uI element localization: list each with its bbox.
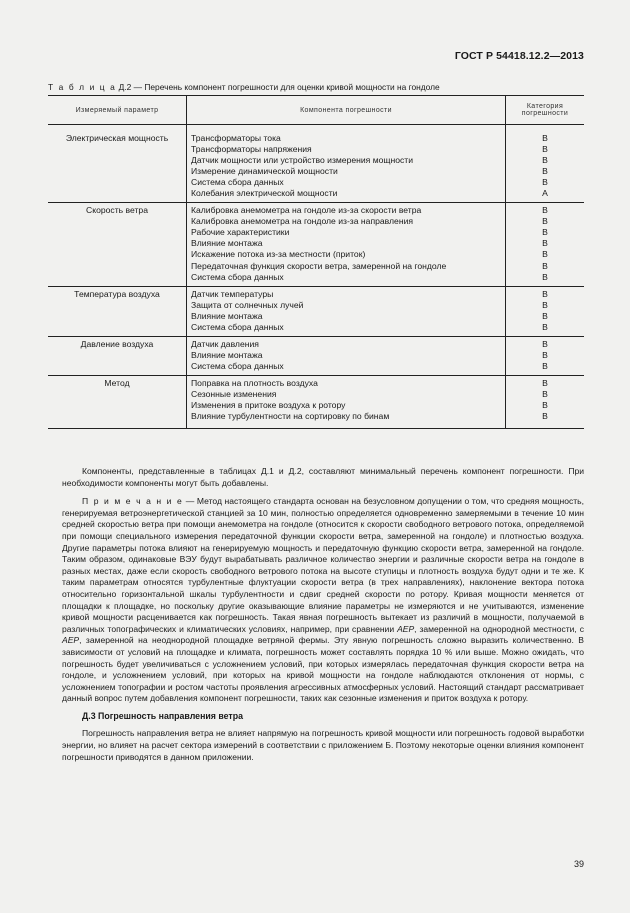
note-paragraph (62, 496, 584, 705)
category-value: B (542, 238, 548, 249)
category-value: B (542, 249, 548, 260)
table-caption-prefix: Т а б л и ц а (48, 82, 117, 92)
table-caption (48, 82, 588, 92)
note-text-3: , замеренной на неоднородной площадке ветряной фермы. Эту явную погрешность сложно выразить количественно. В зависимости от условий на площадке и климата, погрешность может составлять порядка 10 % или выше. Можно ожидать, что погрешность будет увеличиваться с усложнением условий, при которых измерялась передаточная функция скорости ветра на гондоле, и усложнением условий, при которых на кривой мощности на гондоле наблюдаются отклонения от нормы, с усложнением топографии и ростом частоты проявления агрессивных атмосферных условий. Настоящий стандарт рассматривает данный вопрос путем добавления компонент погрешности, таких как сезонные изменения и приток воздуха к ротору. (62, 635, 584, 704)
table-row-air-temperature (48, 286, 584, 336)
section-heading: Д.3 Погрешность направления ветра (82, 710, 244, 721)
components-cell (187, 375, 506, 428)
category-value: B (542, 377, 548, 388)
category-value: B (542, 338, 548, 349)
component-item: Датчик температуры (191, 288, 274, 299)
column-header-category-line2: погрешности (521, 110, 569, 117)
component-item: Система сбора данных (191, 321, 284, 332)
category-value: B (542, 155, 548, 166)
component-item: Трансформаторы напряжения (191, 144, 312, 155)
component-item: Защита от солнечных лучей (191, 299, 304, 310)
components-cell (187, 286, 506, 336)
component-item: Измерение динамической мощности (191, 166, 338, 177)
component-item: Система сбора данных (191, 177, 284, 188)
components-cell (187, 336, 506, 375)
table-row-wind-speed (48, 203, 584, 286)
component-item: Рабочие характеристики (191, 227, 290, 238)
component-item: Калибровка анемометра на гондоле из-за направления (191, 216, 414, 227)
aep-term: AEP (397, 623, 415, 634)
paragraph-wind-direction: Погрешность направления ветра не влияет напрямую на погрешность кривой мощности или погрешность годовой выработки энергии, но влияет на расчет сектора измерений в соответствии с приложением Б. Поэтому некоторые оценки влияния компонент погрешности приводятся в данном приложении. (62, 728, 584, 762)
category-value: B (542, 388, 548, 399)
category-value: B (542, 360, 548, 371)
body-text (62, 466, 584, 770)
table-caption-title: Д.2 — Перечень компонент погрешности для оценки кривой мощности на гондоле (116, 82, 440, 92)
category-value: B (542, 299, 548, 310)
category-value: B (542, 166, 548, 177)
categories-cell (506, 286, 585, 336)
category-value: B (542, 349, 548, 360)
note-text: — Метод настоящего стандарта основан на безусловном допущении о том, что средняя мощность, генерируемая ветроэнергетической станцией за 10 мин, полностью определяется одновременно замеряемыми в течение 10 мин средней скоростью ветра при помощи анемометра на гондоле (относится к скорости свободного ветрового потока, определяемой при помощи специального измерения передаточной функции скорости ветра, замеренной на гондоле) и плотностью воздуха. Другие параметры потока влияют на генерируемую мощность и передаточную функцию скорости ветра, замеренной на гондоле. Таким образом, одинаковые ВЭУ будут вырабатывать различное количество энергии и различные скорости ветра на гондоле в разных местах, даже если скорость свободного ветрового потока на высоте ступицы и плотность воздуха будут одни и те же. К таким параметрам относятся турбулентные флуктуации скорости ветра (в трех направлениях), наклонение вектора потока относительно горизонтальной шкалы турбулентности и сдвиг средней скорости по ротору. Кривая мощности меняется от площадки к площадке, но поскольку другие оказывающие влияние параметры не измеряются и не учитываются, изменение кривой мощности расценивается как погрешность. Такая явная погрешность вытекает из различий в мощности, получаемой в различных топографических и климатических условиях, например, при сравнении (62, 496, 584, 634)
component-item: Калибровка анемометра на гондоле из-за скорости ветра (191, 205, 422, 216)
component-item: Система сбора данных (191, 360, 284, 371)
component-item: Датчик давления (191, 338, 259, 349)
column-header-parameter: Измеряемый параметр (48, 96, 187, 125)
category-value: B (542, 271, 548, 282)
uncertainty-components-table (48, 95, 584, 429)
categories-cell (506, 203, 585, 286)
parameter-cell: Метод (48, 375, 187, 428)
component-item: Влияние турбулентности на сортировку по бинам (191, 411, 390, 422)
category-value: B (542, 227, 548, 238)
components-cell (187, 203, 506, 286)
component-item: Система сбора данных (191, 271, 284, 282)
parameter-cell: Электрическая мощность (65, 133, 169, 143)
column-header-component: Компонента погрешности (187, 96, 506, 125)
note-text-2: , замеренной на однородной местности, с (414, 623, 585, 634)
component-item: Передаточная функция скорости ветра, замеренной на гондоле (191, 260, 447, 271)
category-value: B (542, 411, 548, 422)
category-value: B (542, 205, 548, 216)
component-item: Влияние монтажа (191, 310, 263, 321)
page-number: 39 (573, 859, 584, 869)
category-value: A (542, 188, 548, 199)
table-row-electric-power (48, 125, 584, 203)
category-value: B (542, 133, 548, 143)
column-header-category (506, 96, 585, 125)
table-row-air-pressure (48, 336, 584, 375)
aep-term: AEP (62, 635, 80, 646)
component-item: Сезонные изменения (191, 388, 277, 399)
category-value: B (542, 310, 548, 321)
category-value: B (542, 260, 548, 271)
standard-header: ГОСТ Р 54418.12.2—2013 (454, 50, 584, 62)
category-value: B (542, 177, 548, 188)
component-item: Колебания электрической мощности (191, 188, 338, 199)
component-item: Трансформаторы тока (191, 133, 281, 143)
categories-cell (506, 336, 585, 375)
parameter-cell: Скорость ветра (48, 203, 187, 286)
component-item: Изменения в притоке воздуха к ротору (191, 400, 346, 411)
column-header-category-line1: Категория (526, 103, 564, 110)
component-item: Датчик мощности или устройство измерения мощности (191, 155, 414, 166)
parameter-cell: Давление воздуха (48, 336, 187, 375)
paragraph-minimal-list: Компоненты, представленные в таблицах Д.1 и Д.2, составляют минимальный перечень компонент погрешности. При необходимости компоненты могут быть добавлены. (62, 466, 584, 488)
table-row-method (48, 375, 584, 428)
categories-cell (506, 375, 585, 428)
component-item: Влияние монтажа (191, 238, 263, 249)
category-value: B (542, 288, 548, 299)
parameter-cell: Температура воздуха (48, 286, 187, 336)
categories-cell (506, 125, 585, 203)
category-value: B (542, 321, 548, 332)
component-item: Влияние монтажа (191, 349, 263, 360)
category-value: B (542, 400, 548, 411)
note-label: П р и м е ч а н и е (82, 496, 184, 507)
category-value: B (542, 144, 548, 155)
component-item: Искажение потока из-за местности (приток) (191, 249, 366, 260)
components-cell (187, 125, 506, 203)
table-header-row (48, 96, 584, 125)
component-item: Поправка на плотность воздуха (191, 377, 318, 388)
category-value: B (542, 216, 548, 227)
